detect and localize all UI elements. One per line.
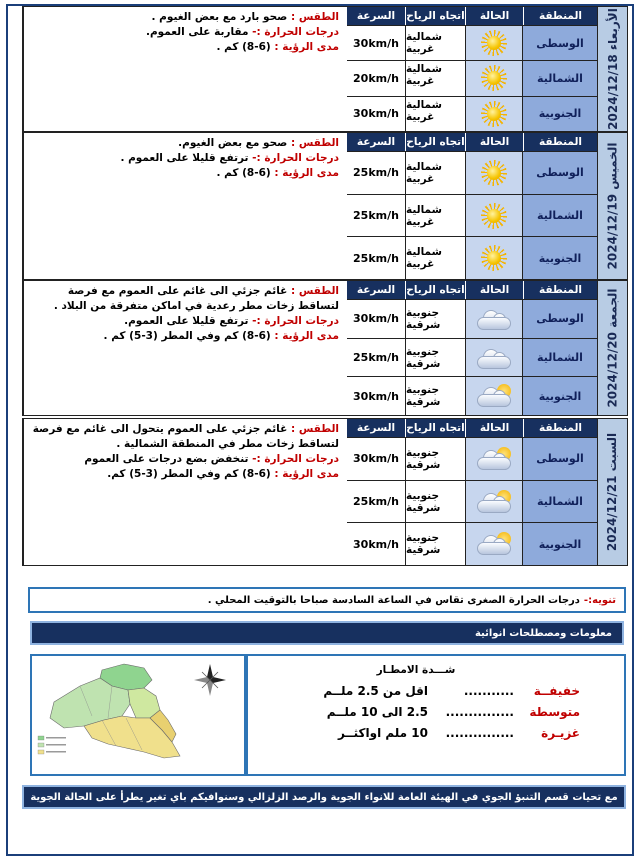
notice-box bbox=[28, 587, 626, 613]
table-row bbox=[347, 25, 597, 60]
day-forecast-4 bbox=[22, 418, 628, 566]
legend-item: غزيـرة ............... 10 ملم اواكثــر bbox=[337, 726, 580, 740]
header-wind: اتجاه الرياح bbox=[405, 281, 465, 299]
map-image bbox=[32, 656, 244, 774]
speed-cell: 30km/h bbox=[347, 438, 405, 480]
wind-cell: شمالية غربية bbox=[405, 237, 465, 279]
day-description: الطقس : صحو مع بعض الغيوم. درجات الحرارة :- ترتفع قليلا على العموم . مدى الرؤية : (6-8) كم . bbox=[23, 133, 347, 279]
wind-cell: شمالية غربية bbox=[405, 61, 465, 95]
day-date-label: الجمعة 2024/12/20 bbox=[597, 281, 627, 415]
table-row bbox=[347, 194, 597, 237]
header-wind: اتجاه الرياح bbox=[405, 133, 465, 151]
table-row bbox=[347, 522, 597, 565]
region-cell: الوسطى bbox=[523, 300, 597, 338]
header-condition: الحالة bbox=[465, 281, 523, 299]
day-date-label: الأربعاء 2024/12/18 bbox=[597, 7, 627, 131]
legend-item: خفيفــة ........... اقل من 2.5 ملــم bbox=[323, 684, 580, 698]
sun-icon bbox=[481, 160, 507, 186]
header-region: المنطقة bbox=[523, 419, 597, 437]
footer-bar bbox=[22, 785, 626, 809]
info-bar-title: معلومات ومصطلحات انوائية bbox=[474, 627, 612, 639]
sun-icon bbox=[481, 245, 507, 271]
partly-cloudy-icon bbox=[475, 532, 513, 556]
region-cell: الوسطى bbox=[523, 438, 597, 480]
sun-icon bbox=[481, 65, 507, 91]
header-wind: اتجاه الرياح bbox=[405, 7, 465, 25]
day-forecast-2 bbox=[22, 132, 628, 280]
wind-cell: جنوبية شرقية bbox=[405, 438, 465, 480]
notice-text: درجات الحرارة الصغرى تقاس في الساعة السادسة صباحا بالتوقيت المحلي . bbox=[207, 594, 580, 606]
region-cell: الشمالية bbox=[523, 61, 597, 95]
legend-title: شـــدة الامطـار bbox=[376, 664, 456, 676]
table-header bbox=[347, 7, 597, 25]
day-description: الطقس : غائم جزئي على العموم يتحول الى غائم مع فرصة لتساقط زخات مطر في المنطقة الشمالية . درجات الحرارة :- تنخفض بضع درجات على العموم مدى الرؤية : (6-8) كم وفي المطر (3-5) كم. bbox=[23, 419, 347, 565]
speed-cell: 25km/h bbox=[347, 195, 405, 237]
day-forecast-1 bbox=[22, 6, 628, 132]
bottom-panel bbox=[28, 654, 626, 776]
speed-cell: 30km/h bbox=[347, 26, 405, 60]
table-row bbox=[347, 338, 597, 377]
wind-cell: جنوبية شرقية bbox=[405, 300, 465, 338]
legend-item: متوسطة ............... 2.5 الى 10 ملــم bbox=[326, 705, 580, 719]
region-cell: الجنوبية bbox=[523, 237, 597, 279]
wind-cell: جنوبية شرقية bbox=[405, 377, 465, 415]
compass-icon bbox=[194, 664, 226, 696]
wind-cell: شمالية غربية bbox=[405, 97, 465, 131]
map-legend bbox=[38, 736, 66, 754]
day-date-label: الخميس 2024/12/19 bbox=[597, 133, 627, 279]
speed-cell: 25km/h bbox=[347, 237, 405, 279]
speed-cell: 25km/h bbox=[347, 152, 405, 194]
region-cell: الجنوبية bbox=[523, 523, 597, 565]
header-region: المنطقة bbox=[523, 133, 597, 151]
speed-cell: 30km/h bbox=[347, 300, 405, 338]
partly-cloudy-icon bbox=[475, 490, 513, 514]
table-row bbox=[347, 376, 597, 415]
wind-cell: جنوبية شرقية bbox=[405, 339, 465, 377]
speed-cell: 30km/h bbox=[347, 97, 405, 131]
wind-cell: شمالية غربية bbox=[405, 152, 465, 194]
forecast-table bbox=[347, 133, 597, 279]
table-row bbox=[347, 480, 597, 523]
cloud-icon bbox=[475, 346, 513, 370]
table-header bbox=[347, 133, 597, 151]
notice-label: تنويه:- bbox=[583, 594, 616, 606]
wind-cell: شمالية غربية bbox=[405, 26, 465, 60]
speed-cell: 25km/h bbox=[347, 339, 405, 377]
header-speed: السرعة bbox=[347, 133, 405, 151]
table-header bbox=[347, 281, 597, 299]
region-cell: الشمالية bbox=[523, 481, 597, 523]
partly-cloudy-icon bbox=[475, 447, 513, 471]
region-cell: الوسطى bbox=[523, 152, 597, 194]
header-wind: اتجاه الرياح bbox=[405, 419, 465, 437]
speed-cell: 30km/h bbox=[347, 377, 405, 415]
table-row bbox=[347, 151, 597, 194]
header-condition: الحالة bbox=[465, 7, 523, 25]
table-row bbox=[347, 60, 597, 95]
day-date-label: السبت 2024/12/21 bbox=[597, 419, 627, 565]
header-condition: الحالة bbox=[465, 419, 523, 437]
header-speed: السرعة bbox=[347, 7, 405, 25]
wind-cell: جنوبية شرقية bbox=[405, 481, 465, 523]
wind-cell: شمالية غربية bbox=[405, 195, 465, 237]
speed-cell: 30km/h bbox=[347, 523, 405, 565]
header-speed: السرعة bbox=[347, 281, 405, 299]
info-bar bbox=[30, 621, 624, 645]
table-row bbox=[347, 96, 597, 131]
speed-cell: 25km/h bbox=[347, 481, 405, 523]
table-row bbox=[347, 437, 597, 480]
day-description: الطقس : غائم جزئي الى غائم على العموم مع فرصة لتساقط زخات مطر رعدية في اماكن متفرقة من البلاد . درجات الحرارة :- ترتفع قليلا على العموم. مدى الرؤية : (6-8) كم وفي المطر (3-5) كم . bbox=[23, 281, 347, 415]
region-cell: الشمالية bbox=[523, 339, 597, 377]
sun-icon bbox=[481, 101, 507, 127]
forecast-table bbox=[347, 419, 597, 565]
header-speed: السرعة bbox=[347, 419, 405, 437]
sun-icon bbox=[481, 203, 507, 229]
region-cell: الوسطى bbox=[523, 26, 597, 60]
region-cell: الجنوبية bbox=[523, 377, 597, 415]
forecast-table bbox=[347, 7, 597, 131]
cloud-icon bbox=[475, 307, 513, 331]
rain-intensity-legend bbox=[246, 654, 626, 776]
speed-cell: 20km/h bbox=[347, 61, 405, 95]
wind-cell: جنوبية شرقية bbox=[405, 523, 465, 565]
forecast-table bbox=[347, 281, 597, 415]
region-cell: الجنوبية bbox=[523, 97, 597, 131]
header-region: المنطقة bbox=[523, 7, 597, 25]
header-condition: الحالة bbox=[465, 133, 523, 151]
sun-icon bbox=[481, 30, 507, 56]
footer-text: مع تحيات قسم التنبؤ الجوي في الهيئة العامة للانواء الجوية والرصد الزلزالي وسنوافيكم باي تغير يطرأ على الحالة الجوية bbox=[30, 791, 618, 803]
day-description: الطقس : صحو بارد مع بعض الغيوم . درجات الحرارة :- مقاربة على العموم. مدى الرؤية : (6-8) كم . bbox=[23, 7, 347, 131]
partly-cloudy-icon bbox=[475, 384, 513, 408]
region-cell: الشمالية bbox=[523, 195, 597, 237]
table-row bbox=[347, 236, 597, 279]
header-region: المنطقة bbox=[523, 281, 597, 299]
day-forecast-3 bbox=[22, 280, 628, 416]
table-row bbox=[347, 299, 597, 338]
iraq-regions-map bbox=[30, 654, 246, 776]
table-header bbox=[347, 419, 597, 437]
